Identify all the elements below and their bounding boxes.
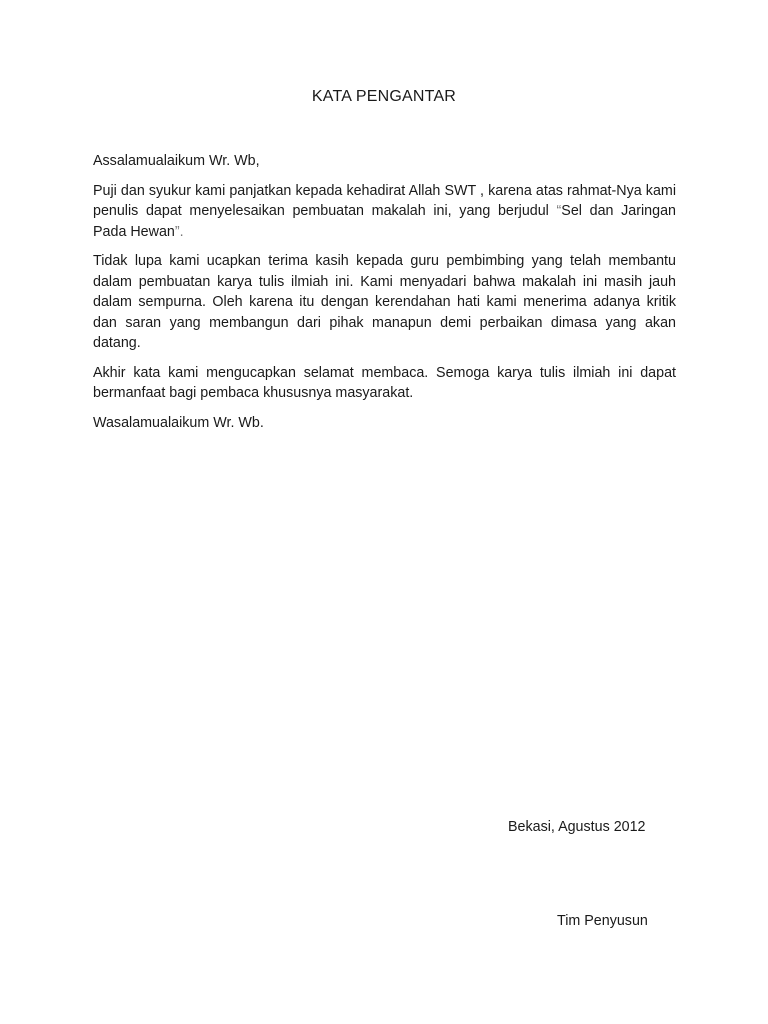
thanks-paragraph: Tidak lupa kami ucapkan terima kasih kepada guru pembimbing yang telah membantu dalam pembuatan karya tulis ilmiah ini. Kami menyadari bahwa makalah ini masih jauh dalam sempurna. Oleh karena itu dengan kerendahan hati kami menerima adanya kritik dan saran yang membangun dari pihak manapun demi perbaikan dimasa yang akan datang. — [93, 253, 676, 351]
document-body — [93, 151, 676, 442]
page-title: KATA PENGANTAR — [311, 88, 457, 105]
greeting-paragraph: Assalamualaikum Wr. Wb, — [93, 153, 260, 169]
closing-words-paragraph: Akhir kata kami mengucapkan selamat membaca. Semoga karya tulis ilmiah ini dapat bermanfaat bagi pembaca khususnya masyarakat. — [93, 364, 676, 401]
opening-paragraph-period: . — [179, 223, 184, 240]
opening-paragraph — [93, 181, 676, 243]
opening-paragraph-text: Puji dan syukur kami panjatkan kepada kehadirat Allah SWT , karena atas rahmat-Nya kami penulis dapat menyelesaikan pembuatan makalah ini, yang berjudul — [93, 182, 676, 219]
place-date: Bekasi, Agustus 2012 — [508, 819, 646, 835]
closing-salutation: Wasalamualaikum Wr. Wb. — [93, 414, 264, 431]
close-quote-mark: ” — [174, 223, 180, 240]
open-quote-mark: “ — [556, 203, 562, 219]
signer-name: Tim Penyusun — [557, 913, 648, 929]
paper-title-text: Sel dan Jaringan Pada Hewan — [93, 203, 676, 240]
